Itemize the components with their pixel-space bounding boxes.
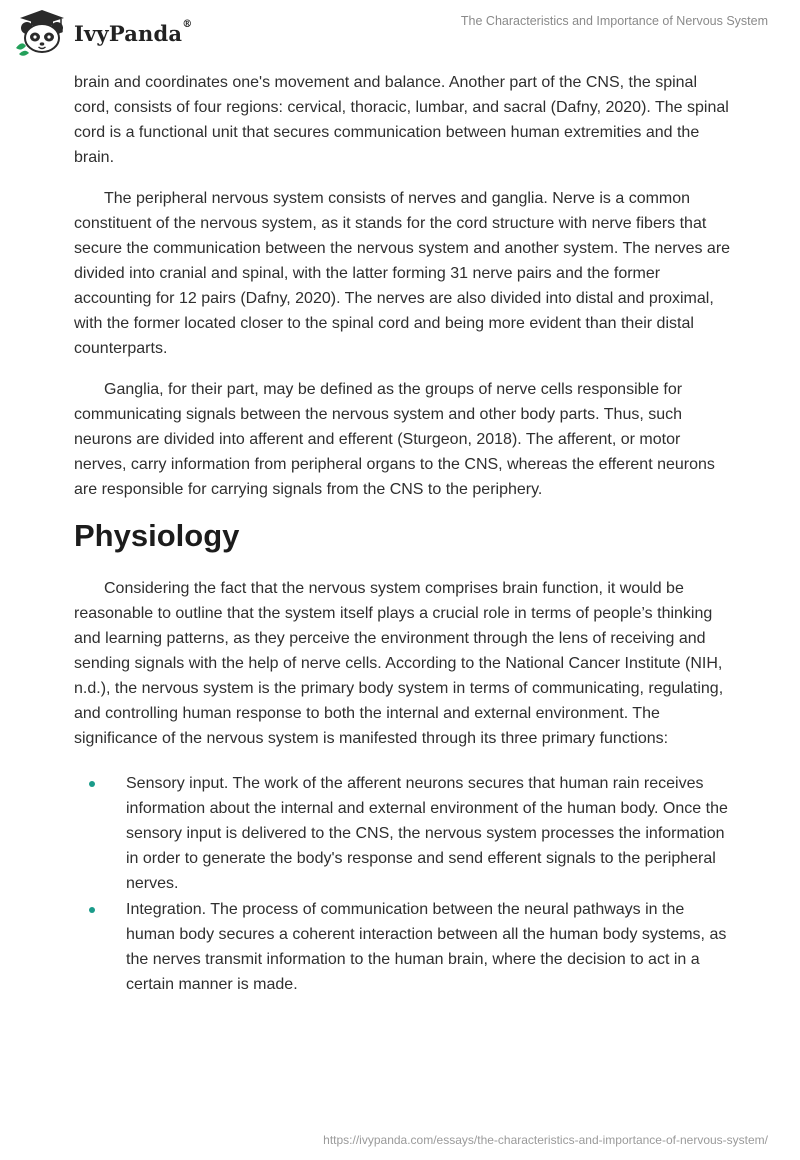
panda-graduate-icon <box>14 8 70 56</box>
list-item-text: Sensory input. The work of the afferent neurons secures that human rain receives information about the internal and external environment of the human body. Once the sensory input is delivered to the CNS, the nervous system processes the information in order to generate the body's response and send efferent signals to the peripheral nerves. <box>126 775 728 892</box>
document-title: The Characteristics and Importance of Nervous System <box>460 14 768 28</box>
page-header <box>0 0 800 66</box>
list-item <box>74 897 734 997</box>
brand-name: IvyPanda® <box>74 18 193 46</box>
section-heading-physiology: Physiology <box>74 518 240 553</box>
article-body <box>74 70 734 998</box>
paragraph-peripheral-system: The peripheral nervous system consists of nerves and ganglia. Nerve is a common constituent of the nervous system, as it stands for the cord structure with nerve fibers that secure the communication between the nervous system and another system. The nerves are divided into cranial and spinal, with the latter forming 31 nerve pairs and the former accounting for 12 pairs (Dafny, 2020). The nerves are also divided into distal and proximal, with the former located closer to the spinal cord and being more evident than their distal counterparts. <box>74 190 731 357</box>
bullet-dot-icon <box>89 907 95 913</box>
bullet-dot-icon <box>89 781 95 787</box>
list-item-text: Integration. The process of communication between the neural pathways in the human body secures a coherent interaction between all the human body systems, as the nerves transmit information to the human brain, where the decision to act in a certain manner is made. <box>126 901 727 993</box>
paragraph-ganglia: Ganglia, for their part, may be defined as the groups of nerve cells responsible for communicating signals between the nervous system and other body parts. Thus, such neurons are divided into afferent and efferent (Sturgeon, 2018). The afferent, or motor nerves, carry information from peripheral organs to the CNS, whereas the efferent neurons are responsible for carrying signals from the CNS to the periphery. <box>74 381 715 498</box>
brand-logo[interactable] <box>14 8 192 56</box>
source-url[interactable]: https://ivypanda.com/essays/the-characteristics-and-importance-of-nervous-system/ <box>323 1133 768 1147</box>
paragraph-physiology-intro: Considering the fact that the nervous system comprises brain function, it would be reasonable to outline that the system itself plays a crucial role in terms of people’s thinking and learning patterns, as they perceive the environment through the lens of receiving and sending signals with the help of nerve cells. According to the National Cancer Institute (NIH, n.d.), the nervous system is the primary body system in terms of communicating, regulating, and controlling human response to both the internal and external environment. The significance of the nervous system is manifested through its three primary functions: <box>74 580 724 747</box>
paragraph-cns-continued: brain and coordinates one's movement and balance. Another part of the CNS, the spinal cord, consists of four regions: cervical, thoracic, lumbar, and sacral (Dafny, 2020). The spinal cord is a functional unit that secures communication between human extremities and the brain. <box>74 74 729 166</box>
functions-list <box>74 771 734 997</box>
list-item <box>74 771 734 896</box>
